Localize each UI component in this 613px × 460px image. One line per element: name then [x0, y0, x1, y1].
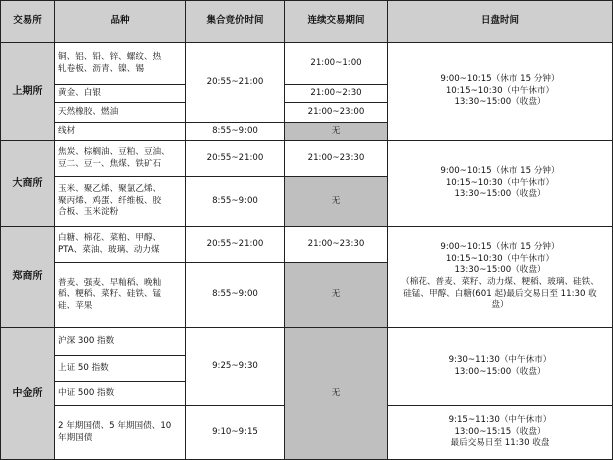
czce-auction-day: 8:55~9:00 — [186, 263, 285, 328]
cffex-day-session-bonds: 9:15~11:30（中午休市） 13:00~15:15（收盘） 最后交易日至 11:30 收盘 — [388, 406, 613, 460]
shfe-auction-wire: 8:55~9:00 — [186, 123, 285, 141]
shfe-continuous-1: 21:00~1:00 — [285, 43, 388, 85]
exchange-cffex: 中金所 — [0, 328, 55, 460]
cffex-product-csi300: 沪深 300 指数 — [55, 328, 186, 356]
exchange-dce: 大商所 — [0, 141, 55, 227]
cffex-day-session-index: 9:30~11:30（中午休市） 13:00~15:00（收盘） — [388, 328, 613, 406]
czce-product-group-2: 普麦、强麦、早籼稻、晚籼 稻、粳稻、菜籽、硅铁、锰 硅、苹果 — [55, 263, 186, 328]
czce-day-session: 9:00~10:15（休市 15 分钟） 10:15~10:30（中午休市） 13:30~15:00（收盘） （棉花、普麦、菜籽、动力煤、粳稻、玻璃、硅铁、 硅锰、甲醇、白糖(601 起)最后交易日至 11:30 收 盘） — [388, 227, 613, 328]
shfe-product-precious: 黄金、白银 — [55, 85, 186, 103]
cffex-auction-index: 9:25~9:30 — [186, 328, 285, 406]
cffex-continuous-none: 无 — [285, 328, 388, 460]
dce-product-group-2: 玉米、聚乙烯、聚氯乙烯、 聚丙烯、鸡蛋、纤维板、胶 合板、玉米淀粉 — [55, 177, 186, 227]
czce-auction-night: 20:55~21:00 — [186, 227, 285, 263]
dce-continuous-none: 无 — [285, 177, 388, 227]
exchange-czce: 郑商所 — [0, 227, 55, 328]
header-day-session: 日盘时间 — [388, 0, 613, 43]
shfe-auction-night: 20:55~21:00 — [186, 43, 285, 123]
czce-product-group-1: 白糖、棉花、菜粕、甲醇、 PTA、菜油、玻璃、动力煤 — [55, 227, 186, 263]
czce-continuous-night: 21:00~23:30 — [285, 227, 388, 263]
shfe-product-metals: 铜、铝、铅、锌、螺纹、热 轧卷板、沥青、镍、锡 — [55, 43, 186, 85]
cffex-auction-bonds: 9:10~9:15 — [186, 406, 285, 460]
shfe-day-session: 9:00~10:15（休市 15 分钟） 10:15~10:30（中午休市） 13:30~15:00（收盘） — [388, 43, 613, 141]
header-product: 品种 — [55, 0, 186, 43]
exchange-shfe: 上期所 — [0, 43, 55, 141]
czce-continuous-none: 无 — [285, 263, 388, 328]
shfe-product-rubber-fuel: 天然橡胶、燃油 — [55, 103, 186, 123]
dce-auction-day: 8:55~9:00 — [186, 177, 285, 227]
header-auction-time: 集合竞价时间 — [186, 0, 285, 43]
dce-day-session: 9:00~10:15（休市 15 分钟） 10:15~10:30（中午休市） 13:30~15:00（收盘） — [388, 141, 613, 227]
dce-auction-night: 20:55~21:00 — [186, 141, 285, 177]
shfe-product-wire: 线材 — [55, 123, 186, 141]
cffex-product-sse50: 上证 50 指数 — [55, 356, 186, 382]
cffex-product-bonds: 2 年期国债、5 年期国债、10 年期国债 — [55, 406, 186, 460]
shfe-continuous-2: 21:00~2:30 — [285, 85, 388, 103]
shfe-continuous-3: 21:00~23:00 — [285, 103, 388, 123]
header-exchange: 交易所 — [0, 0, 55, 43]
dce-continuous-night: 21:00~23:30 — [285, 141, 388, 177]
header-continuous-period: 连续交易期间 — [285, 0, 388, 43]
cffex-product-csi500: 中证 500 指数 — [55, 382, 186, 406]
shfe-continuous-none: 无 — [285, 123, 388, 141]
dce-product-group-1: 焦炭、棕榈油、豆粕、豆油、 豆二、豆一、焦煤、铁矿石 — [55, 141, 186, 177]
